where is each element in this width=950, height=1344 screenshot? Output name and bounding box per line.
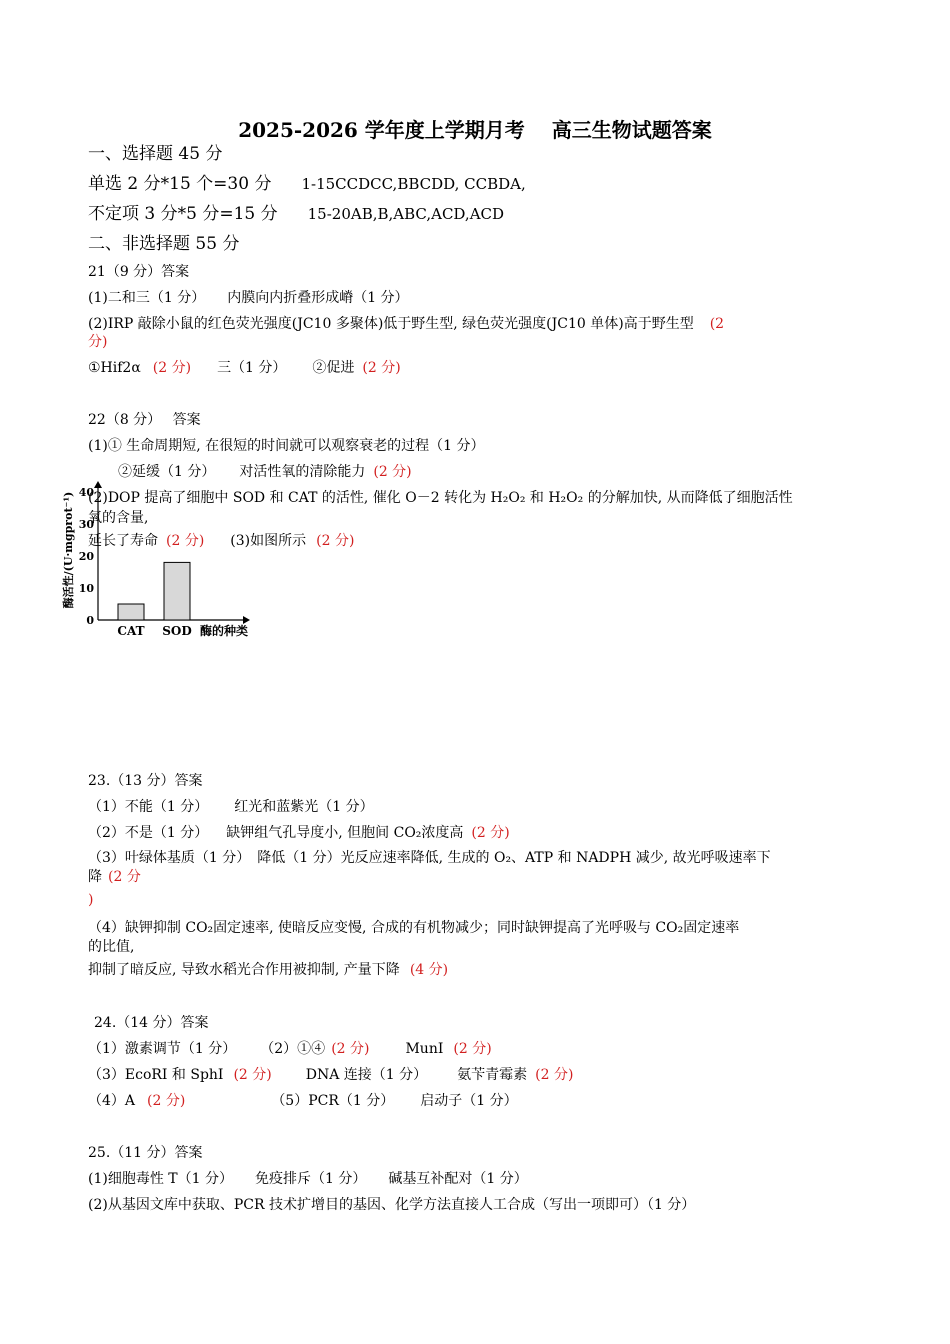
q22-line3: (2)DOP 提高了细胞中 SOD 和 CAT 的活性, 催化 O－2 转化为 H₂O₂ 和 H₂O₂ 的分解加快, 从而降低了细胞活性 <box>88 490 793 506</box>
q23-line5: 的比值, <box>88 939 135 955</box>
q24-score-3b: (2 分) <box>147 1093 186 1109</box>
q24-answer-2a: （3）EcoRⅠ 和 SphⅠ <box>88 1067 224 1083</box>
x-tick-sod: SOD <box>162 624 192 638</box>
q23-line1 <box>88 797 374 817</box>
q23-header: 23.（13 分）答案 <box>88 773 203 789</box>
single-choice-answer: 1-15CCDCC,BBCDD, CCBDA, <box>301 175 526 193</box>
q23-line2 <box>88 823 510 843</box>
section-nonchoice-heading: 二、非选择题 55 分 <box>88 234 240 254</box>
q23-score-2: (2 分) <box>471 825 510 841</box>
q24-score-2b: (2 分) <box>233 1067 272 1083</box>
q24-line2 <box>88 1065 573 1085</box>
q24-answer-1a: （1）激素调节（1 分） <box>88 1041 237 1057</box>
q21-answer-3c: 三（1 分） <box>217 360 287 376</box>
q24-line1 <box>88 1039 492 1059</box>
q22-score-5d: (2 分) <box>316 533 355 549</box>
q21-line1 <box>88 288 409 308</box>
q23-answer-3b: 降 <box>88 869 102 885</box>
y-tick-40: 40 <box>78 486 94 499</box>
q23-line3b <box>88 867 141 887</box>
q25-line1 <box>88 1169 528 1189</box>
x-tick-cat: CAT <box>117 624 145 638</box>
q25-answer-1b: 免疫排斥（1 分） <box>254 1171 367 1187</box>
q21-answer-1a: (1)二和三（1 分） <box>88 290 206 306</box>
q23-answer-2a: （2）不是（1 分） <box>88 825 209 841</box>
y-tick-20: 20 <box>78 550 94 563</box>
q21-answer-3a: ①Hif2α <box>88 360 141 376</box>
q23-line6 <box>88 960 448 980</box>
q21-score-2: (2 <box>709 316 725 332</box>
q24-line3 <box>88 1091 518 1111</box>
q23-answer-6a: 抑制了暗反应, 导致水稻光合作用被抑制, 产量下降 <box>88 962 400 978</box>
q21-line3 <box>88 358 401 378</box>
q21-score-3e: (2 分) <box>362 360 401 376</box>
q24-answer-1b: （2）①④ <box>260 1041 326 1057</box>
bar-cat <box>118 604 144 620</box>
bar-sod <box>164 562 190 620</box>
q21-score-3a: (2 分) <box>152 360 192 376</box>
q22-answer-5c: (3)如图所示 <box>230 533 307 549</box>
q22-answer-5a: 延长了寿命 <box>88 533 158 549</box>
q25-answer-1c: 碱基互补配对（1 分） <box>388 1171 528 1187</box>
q23-line4: （4）缺钾抑制 CO₂固定速率, 使暗反应变慢, 合成的有机物减少；同时缺钾提高了光呼吸与 CO₂固定速率 <box>88 920 740 936</box>
page-title: 2025-2026 学年度上学期月考 高三生物试题答案 <box>238 118 712 142</box>
q24-answer-3d: 启动子（1 分） <box>420 1093 518 1109</box>
q22-line2 <box>118 462 412 482</box>
y-tick-0: 0 <box>86 614 94 627</box>
y-tick-10: 10 <box>78 582 94 595</box>
multi-choice-label: 不定项 3 分*5 分=15 分 <box>88 204 278 224</box>
q24-score-1c: (2 分) <box>331 1041 370 1057</box>
q24-answer-2c: DNA 连接（1 分） <box>305 1067 428 1083</box>
q25-header: 25.（11 分）答案 <box>88 1145 203 1161</box>
enzyme-activity-chart <box>58 480 268 642</box>
section-choice-heading: 一、选择题 45 分 <box>88 144 223 164</box>
y-tick-30: 30 <box>78 518 94 531</box>
q21-answer-3d: ②促进 <box>312 360 355 376</box>
single-choice-label: 单选 2 分*15 个=30 分 <box>88 174 272 194</box>
q23-score-3: (2 分 <box>108 869 141 885</box>
q23-answer-1a: （1）不能（1 分） <box>88 799 209 815</box>
q24-answer-1d: MunⅠ <box>405 1041 444 1057</box>
q23-answer-1b: 红光和蓝紫光（1 分） <box>234 799 374 815</box>
q22-header: 22（8 分） 答案 <box>88 412 201 428</box>
q23-line3: （3）叶绿体基质（1 分） 降低（1 分）光反应速率降低, 生成的 O₂、ATP 和 NADPH 减少, 故光呼吸速率下 <box>88 850 771 866</box>
q22-score-2: (2 分) <box>373 464 412 480</box>
q24-score-1e: (2 分) <box>453 1041 492 1057</box>
q22-line1: (1)① 生命周期短, 在很短的时间就可以观察衰老的过程（1 分） <box>88 438 485 454</box>
multi-choice-answer: 15-20AB,B,ABC,ACD,ACD <box>307 205 505 223</box>
x-axis-label: 酶的种类 <box>200 624 249 638</box>
y-axis-arrow <box>94 481 102 488</box>
single-choice-line <box>88 174 526 194</box>
q25-line2: (2)从基因文库中获取、PCR 技术扩增目的基因、化学方法直接人工合成（写出一项即可）（1 分） <box>88 1197 696 1213</box>
q21-answer-1b: 内膜向内折叠形成嵴（1 分） <box>227 290 409 306</box>
q22-answer-2b: 对活性氧的清除能力 <box>239 464 366 480</box>
q24-answer-3a: （4）A <box>88 1093 136 1109</box>
q23-answer-2b: 缺钾组气孔导度小, 但胞间 CO₂浓度高 <box>226 825 464 841</box>
q23-score-3-cont: ) <box>88 892 94 908</box>
q21-answer-2a: (2)IRP 敲除小鼠的红色荧光强度(JC10 多聚体)低于野生型, 绿色荧光强度(JC10 单体)高于野生型 <box>88 316 694 332</box>
y-axis-label: 酶活性/(U·mgprot⁻¹) <box>62 491 75 609</box>
q22-line4: 氧的含量, <box>88 510 149 526</box>
q24-answer-2d: 氨苄青霉素 <box>457 1067 528 1083</box>
q21-line2 <box>88 314 724 334</box>
q22-score-5b: (2 分) <box>166 533 205 549</box>
q21-score-2-cont: 分) <box>88 334 108 350</box>
q24-score-2e: (2 分) <box>535 1067 574 1083</box>
q22-answer-2a: ②延缓（1 分） <box>118 464 216 480</box>
y-axis-ticks <box>79 486 95 627</box>
q23-score-6: (4 分) <box>409 962 449 978</box>
q24-header: 24.（14 分）答案 <box>94 1015 209 1031</box>
multi-choice-line <box>88 204 504 224</box>
q21-header: 21（9 分）答案 <box>88 264 190 280</box>
q25-answer-1a: (1)细胞毒性 T（1 分） <box>88 1171 233 1187</box>
x-axis-arrow <box>243 616 250 624</box>
q24-answer-3c: （5）PCR（1 分） <box>271 1093 395 1109</box>
